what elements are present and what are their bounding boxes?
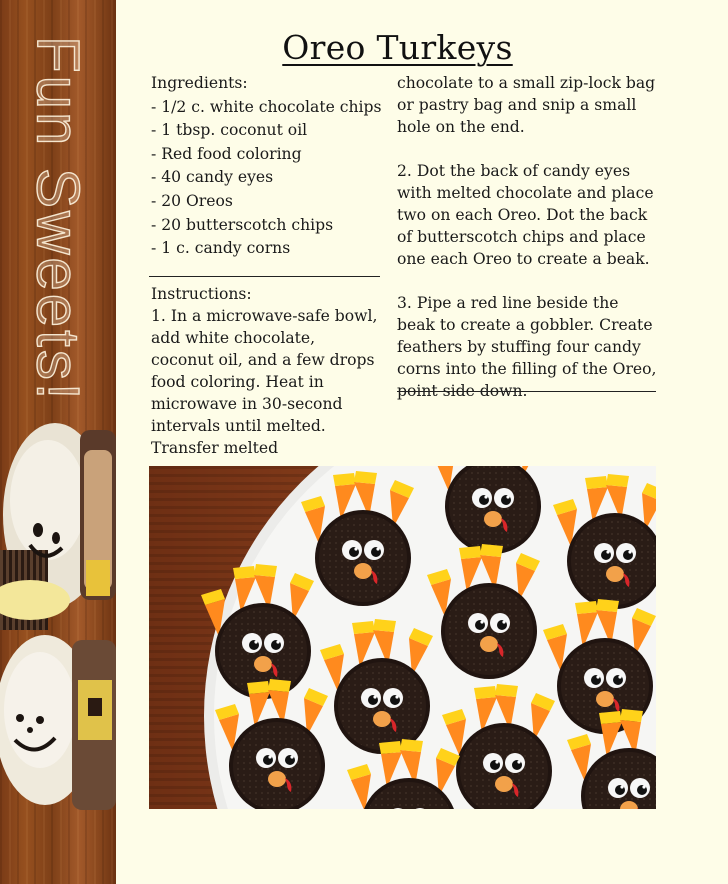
sidebar-title: Fun Sweets! <box>24 36 92 403</box>
step-3: 3. Pipe a red line beside the beak to create a gobbler. Create feathers by stuffing four candy corns into the filling of the Oreo, point side down. <box>397 294 657 400</box>
cupcake-image <box>0 420 116 810</box>
ingredient-item: - 1 tbsp. coconut oil <box>151 121 308 140</box>
step-1-end: chocolate to a small zip-lock bag or pastry bag and snip a small hole on the end. <box>397 74 656 136</box>
instructions-continued <box>397 72 659 424</box>
instructions-heading: Instructions: <box>151 285 252 303</box>
step-2: 2. Dot the back of candy eyes with melted chocolate and place two on each Oreo. Dot the back of butterscotch chips and place one each Oreo to create a beak. <box>397 162 654 268</box>
ingredients-list <box>151 96 391 261</box>
ingredient-item: - 40 candy eyes <box>151 168 274 187</box>
step-1-start: 1. In a microwave-safe bowl, add white chocolate, coconut oil, and a few drops food coloring. Heat in microwave in 30-second intervals until melted. Transfer melted <box>151 307 378 457</box>
ingredient-item: - 1 c. candy corns <box>151 239 291 258</box>
ingredients-divider <box>149 276 380 277</box>
ingredient-item: - 1/2 c. white chocolate chips <box>151 97 382 116</box>
ingredient-item: - Red food coloring <box>151 144 302 163</box>
instructions-divider <box>397 391 656 392</box>
recipe-title: Oreo Turkeys <box>282 28 513 67</box>
ingredients-section <box>151 72 391 261</box>
wood-sidebar <box>0 0 116 884</box>
ingredients-heading: Ingredients: <box>151 74 248 92</box>
instructions-section <box>151 283 381 459</box>
ingredient-item: - 20 Oreos <box>151 191 233 210</box>
oreo-turkeys-photo <box>149 466 656 809</box>
ingredient-item: - 20 butterscotch chips <box>151 215 334 234</box>
